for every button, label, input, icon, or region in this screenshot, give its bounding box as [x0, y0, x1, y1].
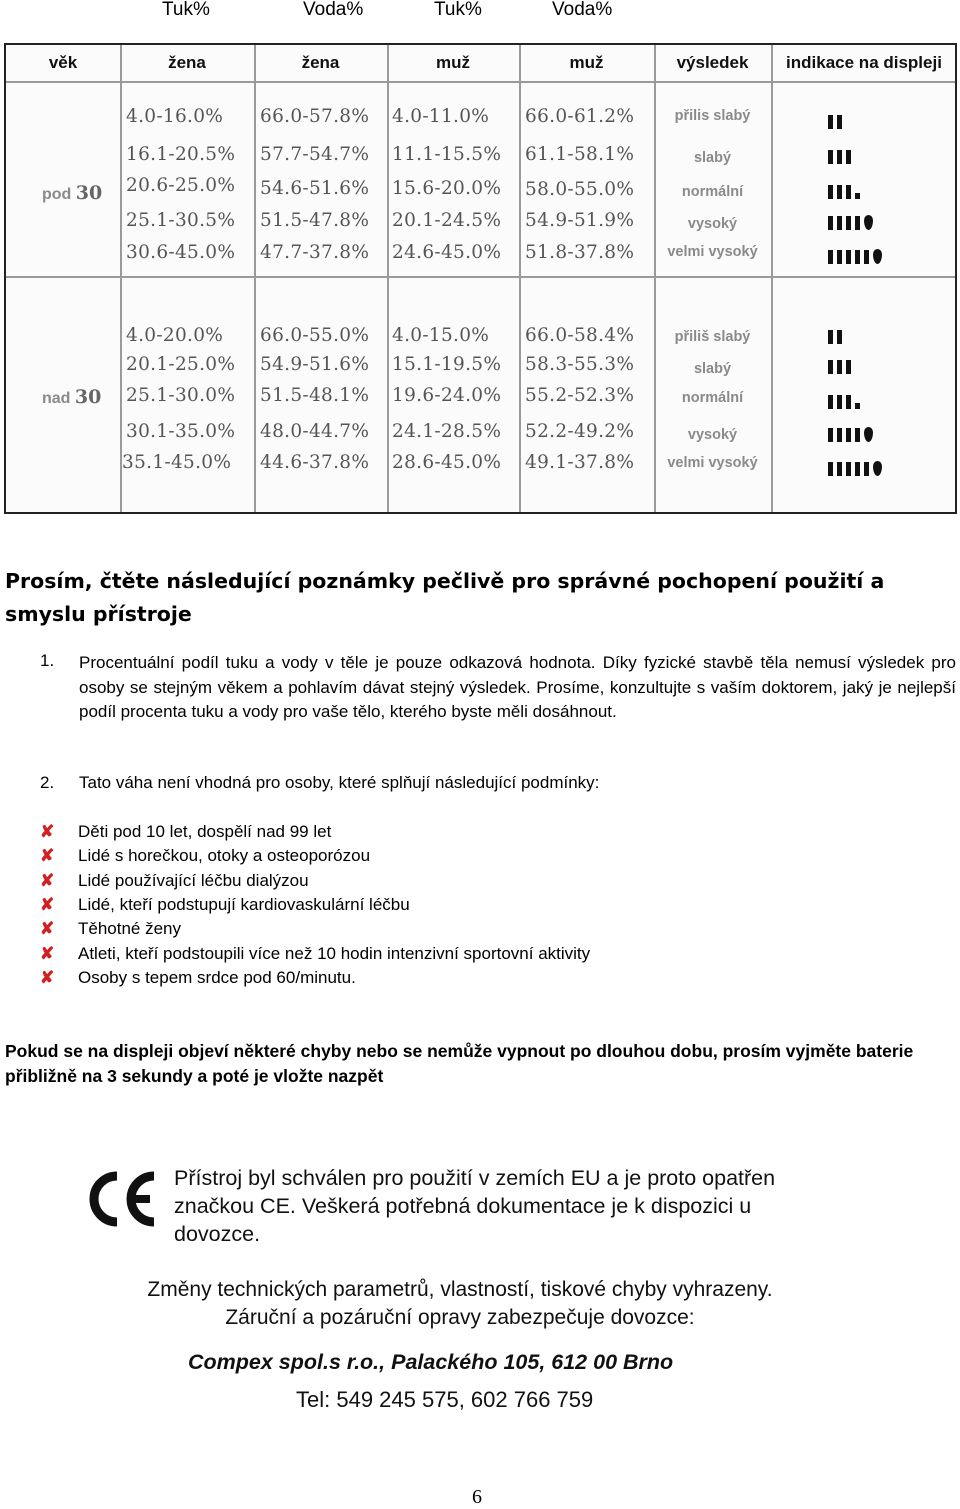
list-item: ✘ Atleti, kteří podstoupili více než 10 hodin intenzivní sportovní aktivity	[40, 943, 591, 963]
header-result: výsledek	[676, 53, 749, 72]
water-men-value: 61.1-58.1%	[525, 144, 635, 165]
fat-men-value: 20.1-24.5%	[392, 210, 502, 231]
fat-women-value: 20.1-25.0%	[126, 354, 236, 375]
header-men-water: muž	[569, 53, 604, 72]
x-mark-icon: ✘	[40, 895, 55, 915]
water-men-value: 54.9-51.9%	[525, 210, 635, 231]
page-number: 6	[472, 1486, 482, 1508]
fat-men-value: 19.6-24.0%	[392, 385, 502, 406]
changes-reserved-text: Změny technických parametrů, vlastností, tiskové chyby vyhrazeny.	[147, 1278, 773, 1301]
fat-women-value: 4.0-20.0%	[126, 325, 224, 346]
fat-women-value: 25.1-30.5%	[126, 210, 236, 231]
display-indicator-icon	[828, 350, 855, 374]
result-label: přiliš slabý	[674, 329, 751, 345]
item-2-number: 2.	[40, 773, 55, 792]
header-age: věk	[48, 53, 78, 72]
label-water-men: Voda%	[552, 0, 613, 20]
result-label: normální	[681, 184, 744, 200]
fat-women-value: 16.1-20.5%	[126, 144, 236, 165]
result-label: velmi vysoký	[667, 455, 758, 471]
result-label: velmi vysoký	[667, 244, 758, 260]
water-men-value: 51.8-37.8%	[525, 242, 635, 263]
item-1-number: 1.	[40, 651, 55, 670]
header-display-indication: indikace na displeji	[786, 53, 942, 72]
fat-men-value: 24.6-45.0%	[392, 242, 502, 263]
list-item: ✘ Lidé používající léčbu dialýzou	[40, 870, 309, 890]
fat-men-value: 24.1-28.5%	[392, 421, 502, 442]
x-mark-icon: ✘	[40, 919, 55, 939]
item-1-text: Procentuální podíl tuku a vody v těle je pouze odkazová hodnota. Díky fyzické stavbě těla nemusí výsledek pro osoby se stejným věkem a pohlavím dávat stejný výsledek. Prosíme, konzultujte s vaším doktorem, jaký je nejlepší podíl procenta tuku a vody pro vaše tělo, kterého byste měli dosáhnout.	[79, 653, 956, 721]
fat-women-value: 35.1-45.0%	[122, 452, 232, 473]
fat-men-value: 15.1-19.5%	[392, 354, 502, 375]
water-men-value: 66.0-58.4%	[525, 325, 635, 346]
result-label: přilis slabý	[674, 108, 751, 124]
ce-approval-text: Přístroj byl schválen pro použití v zemích EU a je proto opatřen značkou CE. Veškerá potřebná dokumentace je k dispozici u dovozce.	[174, 1166, 776, 1246]
display-indicator-icon	[828, 240, 882, 264]
item-2-text: Tato váha není vhodná pro osoby, které splňují následující podmínky:	[79, 773, 600, 792]
fat-women-value: 20.6-25.0%	[126, 175, 236, 196]
list-item: ✘ Osoby s tepem srdce pod 60/minutu.	[40, 967, 356, 987]
water-women-value: 51.5-48.1%	[260, 385, 370, 406]
conditions-list	[40, 820, 590, 990]
x-mark-icon: ✘	[40, 967, 55, 987]
display-indicator-icon	[828, 418, 873, 442]
top-column-labels	[0, 0, 960, 22]
x-mark-icon: ✘	[40, 846, 55, 866]
label-fat-women: Tuk%	[162, 0, 210, 20]
age-over-30: nad 30	[42, 386, 102, 408]
battery-warning: Pokud se na displeji objeví některé chyby nebo se nemůže vypnout po dlouhou dobu, prosím vyjměte baterie přibližně na 3 sekundy a poté je vložte nazpět	[5, 1041, 914, 1086]
water-men-value: 58.0-55.0%	[525, 179, 635, 200]
display-indicator-icon	[828, 452, 882, 476]
water-women-value: 66.0-57.8%	[260, 106, 370, 127]
age-under-30: pod 30	[42, 182, 103, 204]
x-mark-icon: ✘	[40, 943, 55, 963]
display-indicator-icon	[828, 320, 846, 344]
water-women-value: 54.6-51.6%	[260, 178, 370, 199]
ce-mark-icon	[86, 1170, 158, 1228]
water-men-value: 49.1-37.8%	[525, 452, 635, 473]
fat-men-value: 15.6-20.0%	[392, 178, 502, 199]
result-label: slabý	[693, 150, 732, 166]
water-men-value: 52.2-49.2%	[525, 421, 635, 442]
result-label: normální	[681, 390, 744, 406]
warranty-text: Záruční a pozáruční opravy zabezpečuje dovozce:	[225, 1306, 695, 1329]
fat-men-value: 11.1-15.5%	[392, 144, 502, 165]
notes-heading: Prosím, čtěte následující poznámky pečlivě pro správné pochopení použití a smyslu přístroje	[5, 569, 885, 626]
header-women-fat: žena	[168, 53, 206, 72]
water-women-value: 57.7-54.7%	[260, 144, 370, 165]
result-label: vysoký	[687, 216, 738, 232]
water-women-value: 54.9-51.6%	[260, 354, 370, 375]
water-women-value: 47.7-37.8%	[260, 242, 370, 263]
x-mark-icon: ✘	[40, 870, 55, 890]
display-indicator-icon	[828, 175, 864, 199]
water-women-value: 51.5-47.8%	[260, 210, 370, 231]
fat-women-value: 4.0-16.0%	[126, 106, 224, 127]
list-item: ✘ Lidé, kteří podstupují kardiovaskulární léčbu	[40, 895, 410, 915]
display-indicator-icon	[828, 140, 855, 164]
header-men-fat: muž	[436, 53, 470, 72]
fat-women-value: 25.1-30.0%	[126, 385, 236, 406]
water-women-value: 66.0-55.0%	[260, 325, 370, 346]
x-mark-icon: ✘	[40, 822, 55, 842]
result-label: vysoký	[687, 427, 738, 443]
display-indicator-icon	[828, 105, 846, 129]
display-indicator-icon	[828, 206, 873, 230]
display-indicator-icon	[828, 385, 864, 409]
fat-men-value: 4.0-15.0%	[392, 325, 490, 346]
fat-men-value: 4.0-11.0%	[392, 106, 490, 127]
importer-phone: Tel: 549 245 575, 602 766 759	[296, 1387, 594, 1412]
result-label: slabý	[693, 361, 732, 377]
header-women-water: žena	[301, 53, 340, 72]
water-men-value: 66.0-61.2%	[525, 106, 635, 127]
water-women-value: 44.6-37.8%	[260, 452, 370, 473]
label-fat-men: Tuk%	[434, 0, 482, 20]
fat-women-value: 30.6-45.0%	[126, 242, 236, 263]
water-women-value: 48.0-44.7%	[260, 421, 370, 442]
list-item: ✘ Děti pod 10 let, dospělí nad 99 let	[40, 822, 332, 842]
fat-women-value: 30.1-35.0%	[126, 421, 236, 442]
label-water-women: Voda%	[303, 0, 364, 20]
water-men-value: 58.3-55.3%	[525, 354, 635, 375]
body-composition-table	[4, 43, 957, 514]
list-item: ✘ Těhotné ženy	[40, 919, 182, 939]
fat-men-value: 28.6-45.0%	[392, 452, 502, 473]
list-item: ✘ Lidé s horečkou, otoky a osteoporózou	[40, 846, 371, 866]
importer-company: Compex spol.s r.o., Palackého 105, 612 00 Brno	[188, 1350, 674, 1374]
water-men-value: 55.2-52.3%	[525, 385, 635, 406]
